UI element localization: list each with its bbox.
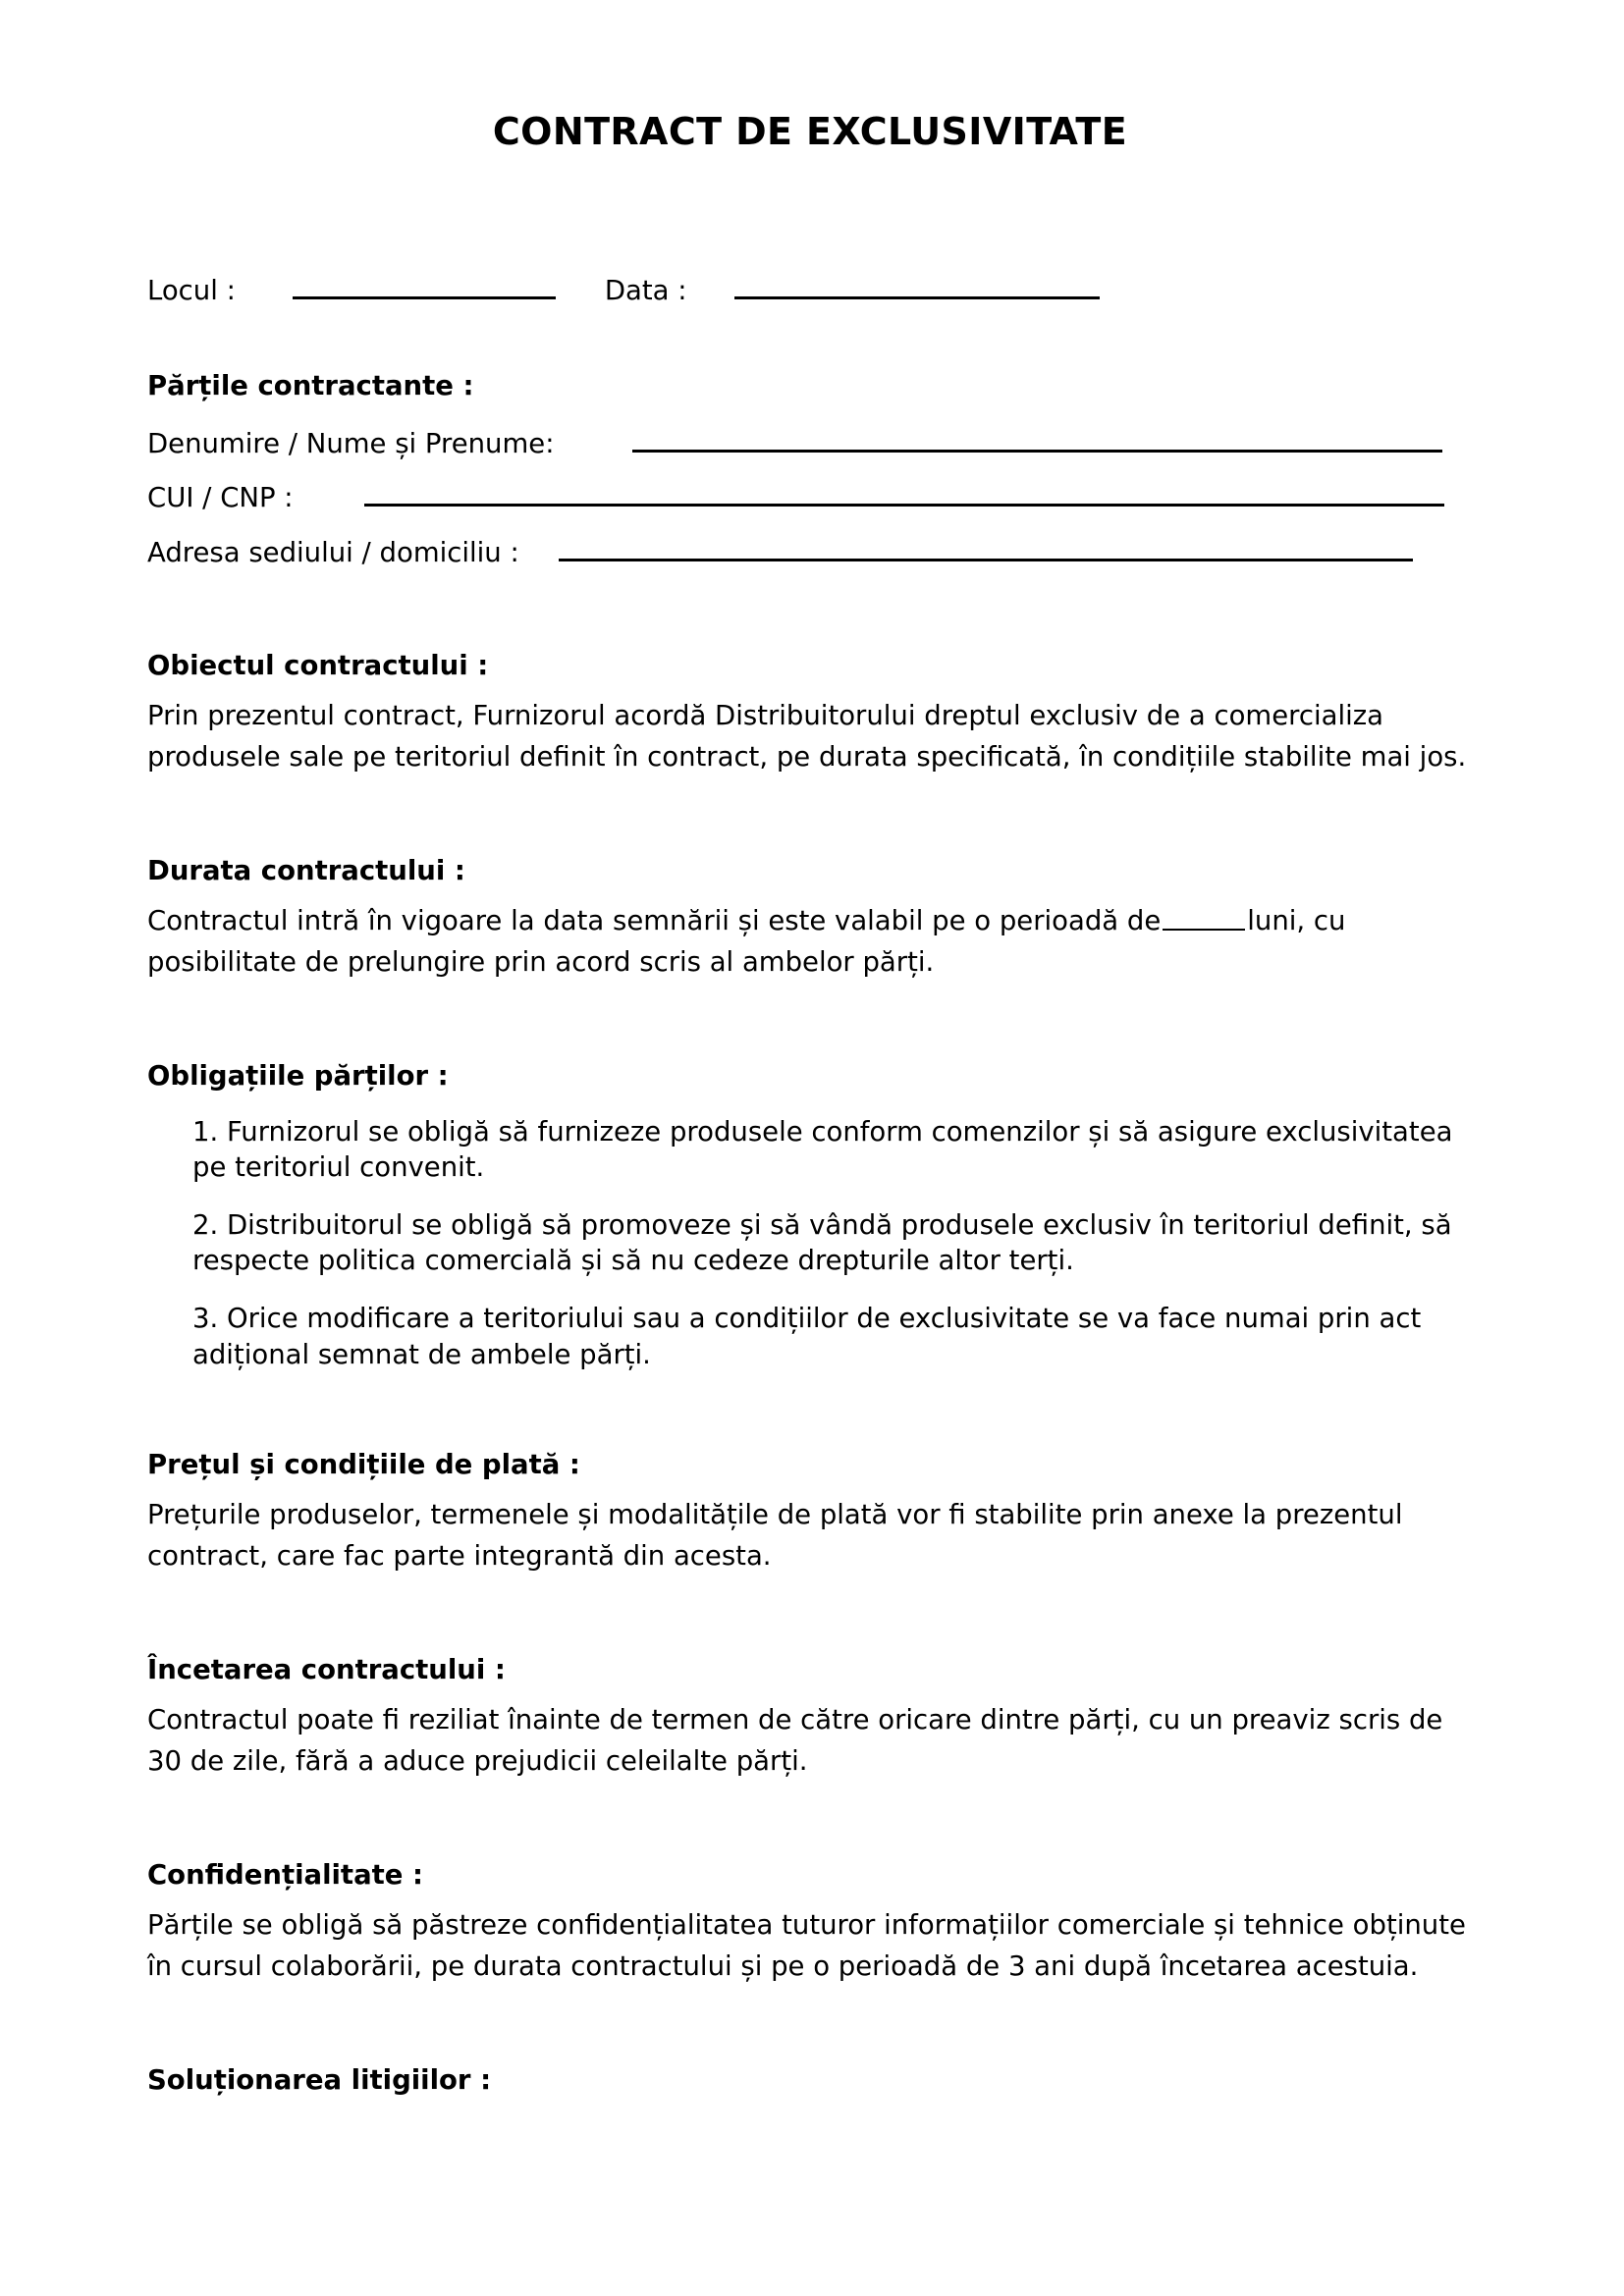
- list-item: 1. Furnizorul se obligă să furnizeze produsele conform comenzilor și să asigure exclusivitatea pe teritoriul convenit.: [192, 1115, 1453, 1184]
- list-item: 3. Orice modificare a teritoriului sau a condițiilor de exclusivitate se va face numai prin act adițional semnat de ambele părți.: [192, 1303, 1422, 1370]
- document-body: [147, 0, 1473, 2101]
- durata-text-before-blank: Contractul intră în vigoare la data semnării și este valabil pe o perioadă de: [147, 904, 1162, 936]
- place-date-row: [147, 271, 1473, 311]
- adresa-input-line[interactable]: [559, 537, 1413, 561]
- field-row-adresa: [147, 533, 1473, 573]
- field-row-cui: [147, 478, 1473, 518]
- section-obligatiile-partilor: [147, 1056, 1473, 1373]
- cui-input-line[interactable]: [364, 482, 1444, 507]
- section-pretul-conditiile-plata: [147, 1445, 1473, 1577]
- durata-text-after-blank: luni, cu posibilitate de prelungire prin acord scris al ambelor părți.: [147, 904, 1346, 978]
- section-heading-obiectul: Obiectul contractului :: [147, 649, 489, 681]
- cui-label: CUI / CNP :: [147, 482, 294, 514]
- section-heading-pretul: Prețul și condițiile de plată :: [147, 1449, 580, 1481]
- section-heading-confidentialitate: Confidențialitate :: [147, 1858, 424, 1891]
- section-body-confidentialitate: Părțile se obligă să păstreze confidențialitatea tuturor informațiilor comerciale și tehnice obținute în cursul colaborării, pe durata contractului și pe o perioadă de 3 ani după încetarea acestuia.: [147, 1909, 1466, 1982]
- locul-label: Locul :: [147, 274, 236, 306]
- locul-input-line[interactable]: [293, 275, 556, 299]
- field-row-denumire: [147, 424, 1473, 464]
- section-body-obiectul: Prin prezentul contract, Furnizorul acordă Distribuitorului dreptul exclusiv de a comercializa produsele sale pe teritoriul definit în contract, pe durata specificată, în condițiile stabilite mai jos.: [147, 700, 1467, 773]
- section-confidentialitate: [147, 1855, 1473, 1988]
- parties-heading: Părțile contractante :: [147, 369, 474, 401]
- data-label: Data :: [604, 274, 687, 306]
- section-body-pretul: Prețurile produselor, termenele și modalitățile de plată vor fi stabilite prin anexe la prezentul contract, care fac parte integrantă din acesta.: [147, 1499, 1403, 1573]
- denumire-input-line[interactable]: [632, 428, 1442, 453]
- durata-months-blank[interactable]: [1163, 908, 1245, 931]
- section-incetarea-contractului: [147, 1650, 1473, 1783]
- page-title: CONTRACT DE EXCLUSIVITATE: [492, 110, 1128, 153]
- section-obiectul-contractului: [147, 646, 1473, 778]
- section-body-durata: [147, 901, 1473, 984]
- section-durata-contractului: [147, 851, 1473, 984]
- denumire-label: Denumire / Nume și Prenume:: [147, 428, 555, 460]
- section-body-incetarea: Contractul poate fi reziliat înainte de termen de către oricare dintre părți, cu un preaviz scris de 30 de zile, fără a aduce prejudicii celeilalte părți.: [147, 1704, 1443, 1778]
- data-input-line[interactable]: [734, 275, 1100, 299]
- parties-section: [147, 366, 1473, 573]
- section-heading-incetarea: Încetarea contractului :: [147, 1654, 506, 1685]
- section-heading-durata: Durata contractului :: [147, 854, 465, 886]
- section-heading-obligatii: Obligațiile părților :: [147, 1059, 449, 1092]
- obligations-list: [147, 1114, 1473, 1372]
- adresa-label: Adresa sediului / domiciliu :: [147, 536, 519, 568]
- section-solutionarea-litigiilor: [147, 2060, 1473, 2101]
- list-item: 2. Distribuitorul se obligă să promoveze și să vândă produsele exclusiv în teritoriul definit, să respecte politica comercială și să nu cedeze drepturile altor terți.: [192, 1208, 1452, 1277]
- section-heading-solutionarea: Soluționarea litigiilor :: [147, 2063, 492, 2096]
